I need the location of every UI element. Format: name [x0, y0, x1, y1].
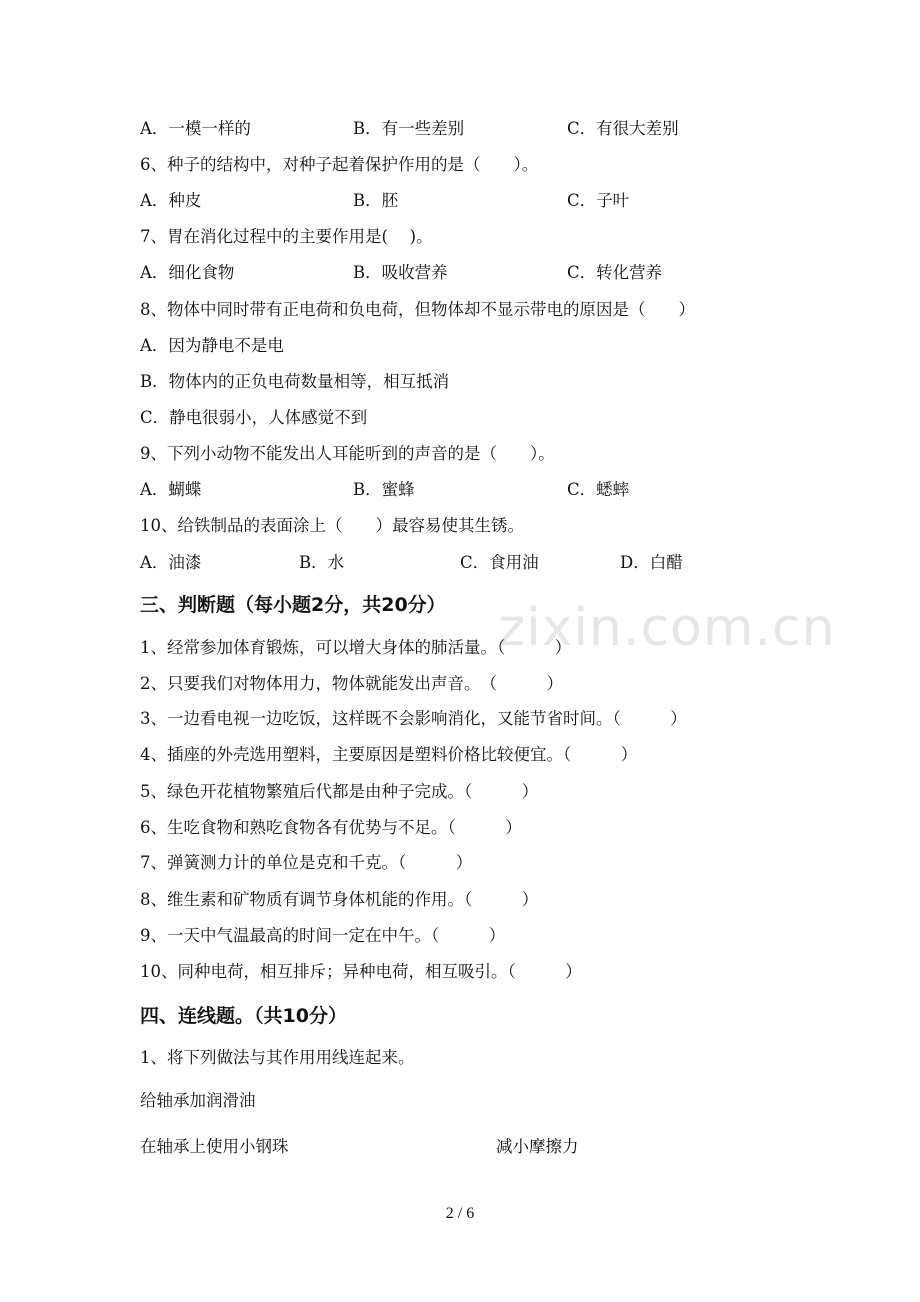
q5-option-a: A．一模一样的: [140, 119, 251, 138]
matching-left-item-1: 给轴承加润滑油: [140, 1091, 256, 1110]
section4-title: 四、连线题。（共10分）: [140, 1005, 347, 1027]
q6-option-c: C．子叶: [567, 191, 630, 210]
q10-stem: 10、给铁制品的表面涂上（ ）最容易使其生锈。: [140, 516, 524, 535]
judge-item-3: 3、一边看电视一边吃饭，这样既不会影响消化，又能节省时间。（ ）: [140, 709, 687, 728]
q5-option-b: B．有一些差别: [353, 119, 465, 138]
section3-title: 三、判断题（每小题2分，共20分）: [140, 594, 446, 616]
q10-option-c: C．食用油: [460, 553, 539, 572]
q8-stem: 8、物体中同时带有正电荷和负电荷，但物体却不显示带电的原因是（ ）: [140, 300, 695, 319]
judge-item-5: 5、绿色开花植物繁殖后代都是由种子完成。（ ）: [140, 782, 539, 801]
q9-stem: 9、下列小动物不能发出人耳能听到的声音的是（ ）。: [140, 444, 555, 463]
q8-option-c: C．静电很弱小，人体感觉不到: [140, 408, 368, 427]
watermark: zixin.com.cn: [498, 598, 836, 658]
judge-item-6: 6、生吃食物和熟吃食物各有优势与不足。（ ）: [140, 818, 522, 837]
matching-right-item-1: 减小摩擦力: [496, 1137, 579, 1156]
q8-option-a: A．因为静电不是电: [140, 336, 284, 355]
judge-item-10: 10、同种电荷，相互排斥；异种电荷，相互吸引。（ ）: [140, 962, 582, 981]
q8-option-b: B．物体内的正负电荷数量相等，相互抵消: [140, 372, 450, 391]
q9-option-b: B．蜜蜂: [353, 480, 415, 499]
matching-question: 1、将下列做法与其作用用线连起来。: [140, 1048, 415, 1067]
q9-option-c: C．蟋蟀: [567, 480, 630, 499]
q10-option-a: A．油漆: [140, 553, 202, 572]
page-number: 2 / 6: [445, 1205, 475, 1222]
judge-item-2: 2、只要我们对物体用力，物体就能发出声音。 （ ）: [140, 674, 563, 693]
matching-left-item-2: 在轴承上使用小钢珠: [140, 1137, 289, 1156]
judge-item-7: 7、弹簧测力计的单位是克和千克。（ ）: [140, 853, 473, 872]
q5-option-c: C．有很大差别: [567, 119, 679, 138]
q7-option-c: C．转化营养: [567, 263, 663, 282]
judge-item-4: 4、插座的外壳选用塑料，主要原因是塑料价格比较便宜。（ ）: [140, 745, 638, 764]
q7-option-b: B．吸收营养: [353, 263, 448, 282]
judge-item-8: 8、维生素和矿物质有调节身体机能的作用。（ ）: [140, 890, 539, 909]
q6-stem: 6、种子的结构中，对种子起着保护作用的是（ ）。: [140, 155, 539, 174]
q10-option-d: D．白醋: [620, 553, 683, 572]
q9-option-a: A．蝴蝶: [140, 480, 202, 499]
q6-option-a: A．种皮: [140, 191, 202, 210]
judge-item-9: 9、一天中气温最高的时间一定在中午。（ ）: [140, 926, 506, 945]
judge-item-1: 1、经常参加体育锻炼，可以增大身体的肺活量。（ ）: [140, 638, 572, 657]
q7-stem: 7、胃在消化过程中的主要作用是( )。: [140, 227, 433, 246]
q6-option-b: B．胚: [353, 191, 399, 210]
q7-option-a: A．细化食物: [140, 263, 235, 282]
q10-option-b: B．水: [299, 553, 345, 572]
